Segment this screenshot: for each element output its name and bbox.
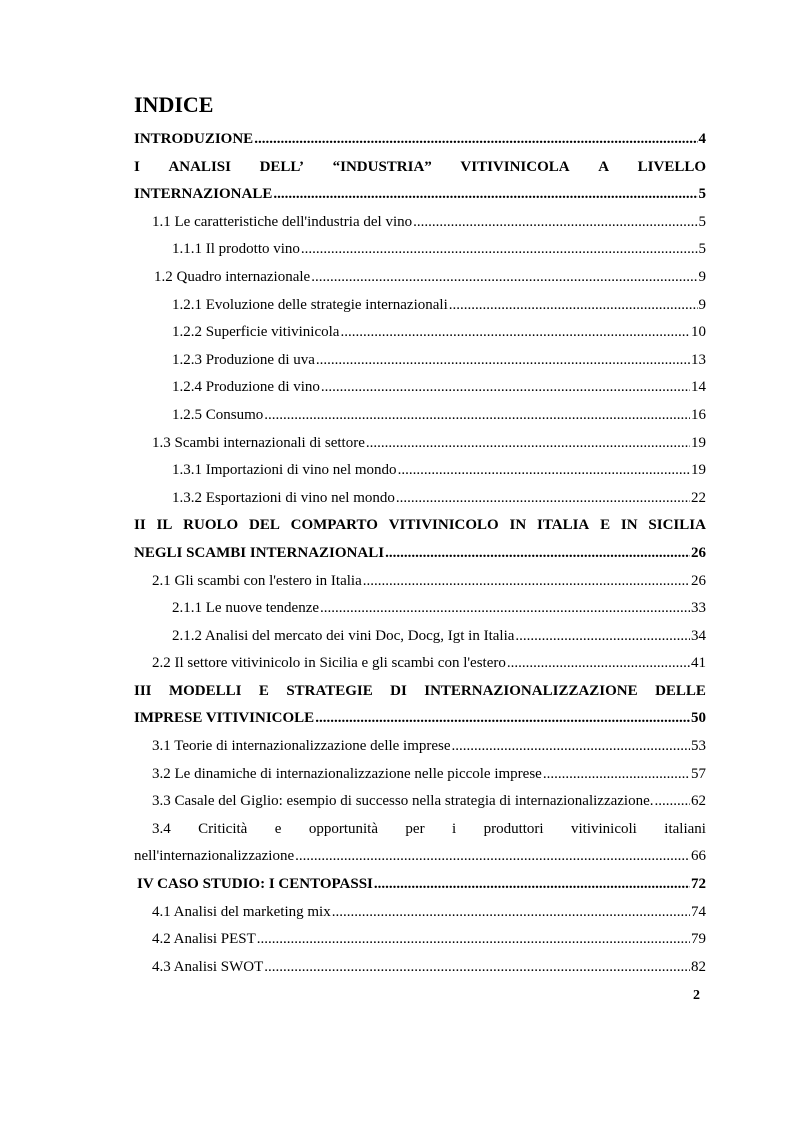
word: ITALIA bbox=[537, 517, 590, 534]
toc-entry-label: 2.1.1 Le nuove tendenze bbox=[172, 600, 320, 617]
leader-dots bbox=[295, 843, 690, 871]
toc-entry-label: 1.2.1 Evoluzione delle strategie internazionali bbox=[172, 296, 448, 313]
word: 3.4 bbox=[152, 820, 171, 837]
leader-dots bbox=[316, 347, 690, 375]
toc-entry-label: 1.1 Le caratteristiche dell'industria del vino bbox=[152, 213, 413, 230]
toc-entry-label: 1.3.1 Importazioni di vino nel mondo bbox=[172, 462, 397, 479]
word: DI bbox=[390, 682, 407, 699]
word: III bbox=[134, 682, 152, 699]
leader-dots bbox=[449, 292, 698, 320]
toc-entry-label: 4.1 Analisi del marketing mix bbox=[152, 903, 331, 920]
toc-entry-label: 1.3.2 Esportazioni di vino nel mondo bbox=[172, 489, 395, 506]
leader-dots bbox=[655, 788, 691, 816]
leader-dots bbox=[507, 650, 690, 678]
toc-entry-4-3[interactable] bbox=[134, 954, 706, 982]
leader-dots bbox=[385, 540, 690, 568]
toc-entry-page: 9 bbox=[698, 268, 706, 285]
toc-entry-label: 3.3 Casale del Giglio: esempio di successo nella strategia di internazionalizzazione. bbox=[152, 793, 654, 810]
toc-entry-1-2-3[interactable] bbox=[134, 347, 706, 375]
leader-dots bbox=[311, 264, 697, 292]
word: DELL’ bbox=[259, 158, 305, 175]
leader-dots bbox=[452, 733, 690, 761]
leader-dots bbox=[273, 181, 697, 209]
toc-entry-1-2-4[interactable] bbox=[134, 374, 706, 402]
toc-entry-page: 26 bbox=[691, 572, 706, 589]
word: per bbox=[405, 820, 425, 837]
toc-entry-label: 2.1.2 Analisi del mercato dei vini Doc, Docg, Igt in Italia bbox=[172, 627, 515, 644]
toc-entry-4-2[interactable] bbox=[134, 926, 706, 954]
table-of-contents bbox=[134, 126, 706, 981]
word: VITIVINICOLA bbox=[460, 158, 570, 175]
toc-entry-page: 5 bbox=[698, 213, 706, 230]
toc-entry-1-3-2[interactable] bbox=[134, 485, 706, 513]
word: IN bbox=[509, 517, 527, 534]
toc-entry-chapter-2[interactable] bbox=[134, 540, 706, 568]
toc-entry-chapter-1[interactable] bbox=[134, 181, 706, 209]
toc-entry-label: 4.2 Analisi PEST bbox=[152, 931, 256, 948]
word: I bbox=[134, 158, 140, 175]
word: italiani bbox=[664, 820, 706, 837]
word: e bbox=[274, 820, 282, 837]
toc-entry-1-2-5[interactable] bbox=[134, 402, 706, 430]
toc-entry-page: 5 bbox=[698, 241, 706, 258]
toc-entry-page: 72 bbox=[691, 876, 706, 893]
leader-dots bbox=[264, 954, 690, 982]
toc-entry-label: 1.2.5 Consumo bbox=[172, 406, 264, 423]
toc-entry-page: 10 bbox=[691, 324, 706, 341]
toc-entry-2-1-1[interactable] bbox=[134, 595, 706, 623]
toc-entry-label: INTERNAZIONALE bbox=[134, 186, 273, 203]
leader-dots bbox=[315, 705, 690, 733]
toc-entry-4-1[interactable] bbox=[134, 899, 706, 927]
toc-entry-label: INTRODUZIONE bbox=[134, 131, 254, 147]
toc-entry-page: 33 bbox=[691, 600, 706, 617]
toc-entry-label: 1.2.2 Superficie vitivinicola bbox=[172, 324, 340, 341]
word: i bbox=[452, 820, 457, 837]
toc-entry-label: 3.2 Le dinamiche di internazionalizzazione nelle piccole imprese bbox=[152, 765, 542, 782]
toc-entry-chapter-4[interactable] bbox=[134, 871, 706, 899]
leader-dots bbox=[366, 430, 690, 458]
toc-entry-page: 50 bbox=[691, 710, 706, 727]
toc-entry-page: 57 bbox=[691, 765, 706, 782]
toc-entry-label: nell'internazionalizzazione bbox=[134, 848, 295, 865]
toc-entry-3-3[interactable] bbox=[134, 788, 706, 816]
toc-entry-page: 74 bbox=[691, 903, 706, 920]
toc-entry-page: 82 bbox=[691, 958, 706, 975]
leader-dots bbox=[515, 623, 690, 651]
toc-entry-chapter-2-line1[interactable] bbox=[134, 512, 706, 540]
leader-dots bbox=[264, 402, 690, 430]
toc-entry-1-1[interactable] bbox=[134, 209, 706, 237]
word: DEL bbox=[248, 517, 280, 534]
toc-entry-3-2[interactable] bbox=[134, 761, 706, 789]
leader-dots bbox=[320, 595, 690, 623]
toc-entry-chapter-3-line1[interactable] bbox=[134, 678, 706, 706]
word: E bbox=[600, 517, 611, 534]
toc-entry-label: 1.2 Quadro internazionale bbox=[154, 268, 311, 285]
toc-entry-label: 3.1 Teorie di internazionalizzazione delle imprese bbox=[152, 738, 451, 755]
toc-entry-page: 53 bbox=[691, 738, 706, 755]
page-number: 2 bbox=[693, 988, 700, 1003]
toc-entry-page: 26 bbox=[691, 544, 706, 561]
toc-entry-1-2-2[interactable] bbox=[134, 319, 706, 347]
toc-entry-3-4-line1[interactable] bbox=[134, 816, 706, 844]
leader-dots bbox=[543, 761, 690, 789]
toc-entry-2-1[interactable] bbox=[134, 568, 706, 596]
toc-entry-3-1[interactable] bbox=[134, 733, 706, 761]
toc-entry-chapter-3[interactable] bbox=[134, 705, 706, 733]
toc-entry-page: 9 bbox=[698, 296, 706, 313]
toc-entry-chapter-1-line1[interactable] bbox=[134, 154, 706, 182]
toc-entry-1-1-1[interactable] bbox=[134, 236, 706, 264]
toc-entry-2-1-2[interactable] bbox=[134, 623, 706, 651]
word: II bbox=[134, 517, 146, 534]
toc-entry-label: 1.2.4 Produzione di vino bbox=[172, 379, 320, 396]
leader-dots bbox=[396, 485, 690, 513]
word: INTERNAZIONALIZZAZIONE bbox=[424, 682, 638, 699]
word: vitivinicoli bbox=[571, 820, 637, 837]
leader-dots bbox=[254, 126, 697, 154]
word: IN bbox=[620, 517, 638, 534]
leader-dots bbox=[301, 236, 698, 264]
page-title: INDICE bbox=[134, 92, 214, 117]
leader-dots bbox=[340, 319, 690, 347]
word: COMPARTO bbox=[290, 517, 378, 534]
word: VITIVINICOLO bbox=[388, 517, 499, 534]
toc-entry-label: 1.1.1 Il prodotto vino bbox=[172, 241, 300, 258]
leader-dots bbox=[257, 926, 690, 954]
leader-dots bbox=[321, 374, 690, 402]
toc-entry-1-2-1[interactable] bbox=[134, 292, 706, 320]
toc-entry-page: 19 bbox=[691, 434, 706, 451]
word: DELLE bbox=[655, 682, 706, 699]
leader-dots bbox=[398, 457, 690, 485]
toc-entry-label: NEGLI SCAMBI INTERNAZIONALI bbox=[134, 544, 385, 561]
toc-entry-label: IMPRESE VITIVINICOLE bbox=[134, 710, 315, 727]
word: STRATEGIE bbox=[286, 682, 373, 699]
toc-entry-page: 19 bbox=[691, 462, 706, 479]
toc-entry-page: 16 bbox=[691, 406, 706, 423]
toc-entry-1-3-1[interactable] bbox=[134, 457, 706, 485]
word: opportunità bbox=[308, 820, 378, 837]
toc-entry-introduzione[interactable] bbox=[134, 126, 706, 154]
toc-entry-label: 2.2 Il settore vitivinicolo in Sicilia e gli scambi con l'estero bbox=[152, 655, 506, 672]
toc-entry-label: 1.3 Scambi internazionali di settore bbox=[152, 434, 365, 451]
toc-entry-page: 13 bbox=[691, 351, 706, 368]
leader-dots bbox=[413, 209, 697, 237]
toc-entry-1-3[interactable] bbox=[134, 430, 706, 458]
toc-entry-page: 41 bbox=[691, 655, 706, 672]
toc-entry-page: 14 bbox=[691, 379, 706, 396]
word: SICILIA bbox=[648, 517, 706, 534]
toc-entry-page: 66 bbox=[691, 848, 706, 865]
word: RUOLO bbox=[183, 517, 239, 534]
leader-dots bbox=[374, 871, 690, 899]
word: LIVELLO bbox=[637, 158, 706, 175]
toc-entry-page: 5 bbox=[698, 186, 706, 203]
toc-entry-page: 22 bbox=[691, 489, 706, 506]
toc-entry-1-2[interactable] bbox=[134, 264, 706, 292]
word: MODELLI bbox=[168, 682, 242, 699]
toc-entry-2-2[interactable] bbox=[134, 650, 706, 678]
word: “INDUSTRIA” bbox=[332, 158, 432, 175]
leader-dots bbox=[332, 899, 690, 927]
toc-entry-label: 2.1 Gli scambi con l'estero in Italia bbox=[152, 572, 362, 589]
toc-entry-label: 1.2.3 Produzione di uva bbox=[172, 351, 315, 368]
toc-entry-page: 4 bbox=[698, 131, 706, 147]
word: E bbox=[258, 682, 269, 699]
word: A bbox=[598, 158, 610, 175]
toc-entry-page: 62 bbox=[691, 793, 706, 810]
word: ANALISI bbox=[168, 158, 231, 175]
leader-dots bbox=[363, 568, 690, 596]
word: Criticità bbox=[198, 820, 248, 837]
toc-entry-page: 34 bbox=[691, 627, 706, 644]
word: IL bbox=[156, 517, 173, 534]
toc-entry-page: 79 bbox=[691, 931, 706, 948]
toc-entry-3-4[interactable] bbox=[134, 843, 706, 871]
toc-entry-label: IV CASO STUDIO: I CENTOPASSI bbox=[137, 876, 373, 893]
word: produttori bbox=[483, 820, 544, 837]
toc-entry-label: 4.3 Analisi SWOT bbox=[152, 958, 264, 975]
